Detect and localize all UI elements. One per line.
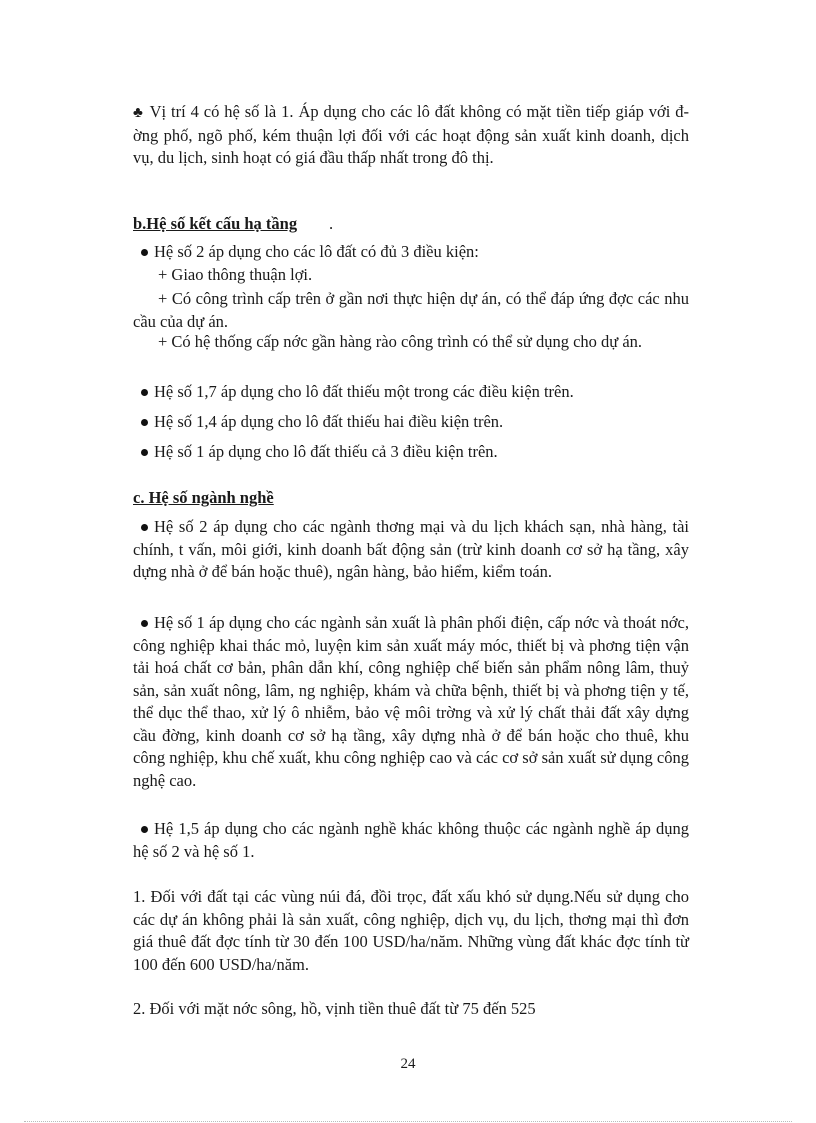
bullet-dot-icon [141,449,148,456]
bullet-dot-icon [141,389,148,396]
section-b-bullet-2: Hệ số 1,7 áp dụng cho lô đất thiếu một trong các điều kiện trên. [133,381,689,404]
heading-period: . [329,214,334,233]
position-4-paragraph [133,101,689,170]
section-b-plus-1: + Giao thông thuận lợi. [158,265,313,284]
section-b-bullet-1: Hệ số 2 áp dụng cho các lô đất có đủ 3 điều kiện: [133,241,689,264]
section-c-bullet-3: Hệ 1,5 áp dụng cho các ngành nghề khác không thuộc các ngành nghề áp dụng hệ số 2 và hệ số 1. [133,819,689,861]
position-4-text: Vị trí 4 có hệ số là 1. Áp dụng cho các lô đất không có mặt tiền tiếp giáp với đờng phố, ngõ phố, kém thuận lợi đối với các hoạt động sản xuất kinh doanh, dịch vụ, du lịch, sinh hoạt có giá đầu thấp nhất trong đô thị. [133,102,690,167]
numbered-item-2: 2. Đối với mặt nớc sông, hồ, vịnh tiền thuê đất từ 75 đến 525 [133,999,536,1018]
page-number: 24 [400,1056,416,1072]
page-bottom-rule [24,1121,792,1122]
numbered-item-1: 1. Đối với đất tại các vùng núi đá, đồi trọc, đất xấu khó sử dụng.Nếu sử dụng cho các dự án không phải là sản xuất, công nghiệp, dịch vụ, du lịch, thơng mại thì đơn giá thuê đất đợc tính từ 30 đến 100 USD/ha/năm. Những vùng đất khác đợc tính từ 100 đến 600 USD/ha/năm. [133,887,689,974]
section-c-heading: c. Hệ số ngành nghề [133,488,274,507]
section-b-heading: b.Hệ số kết cấu hạ tầng [133,214,298,233]
bullet-dot-icon [141,249,148,256]
section-b-plus-3: + Có hệ thống cấp nớc gần hàng rào công trình có thể sử dụng cho dự án. [158,332,643,351]
bullet-dot-icon [141,620,148,627]
section-c-bullet-1: Hệ số 2 áp dụng cho các ngành thơng mại và du lịch khách sạn, nhà hàng, tài chính, t vấn, môi giới, kinh doanh bất động sản (trừ kinh doanh cơ sở hạ tầng, xây dựng nhà ở để bán hoặc thuê), ngân hàng, bảo hiểm, kiểm toán. [133,517,689,581]
section-c-bullet-2: Hệ số 1 áp dụng cho các ngành sản xuất là phân phối điện, cấp nớc và thoát nớc, công nghiệp khai thác mỏ, luyện kim sản xuất máy móc, thiết bị và phơng tiện vận tải hoá chất cơ bản, phân dẫn khí, công nghiệp chế biến sản phẩm nông lâm, thuỷ sản, sản xuất nông, lâm, ng nghiệp, khám và chữa bệnh, thiết bị và phơng tiện y tế, thể dục thể thao, xử lý ô nhiễm, bảo vệ môi trờng và xử lý chất thải đất xây dựng cầu đờng, kinh doanh cơ sở hạ tầng, xây dựng nhà ở để bán hoặc cho thuê, khu công nghiệp, khu chế xuất, khu công nghiệp cao và các cơ sở sản xuất sử dụng công nghệ cao. [133,613,689,790]
club-bullet-icon: ♣ [133,105,144,121]
section-b-plus-2: + Có công trình cấp trên ở gần nơi thực hiện dự án, có thể đáp ứng đợc các nhu cầu của dự án. [133,289,689,331]
bullet-dot-icon [141,524,148,531]
bullet-dot-icon [141,419,148,426]
bullet-dot-icon [141,826,148,833]
section-b-bullet-4: Hệ số 1 áp dụng cho lô đất thiếu cả 3 điều kiện trên. [133,441,689,464]
section-b-bullet-3: Hệ số 1,4 áp dụng cho lô đất thiếu hai điều kiện trên. [133,411,689,434]
